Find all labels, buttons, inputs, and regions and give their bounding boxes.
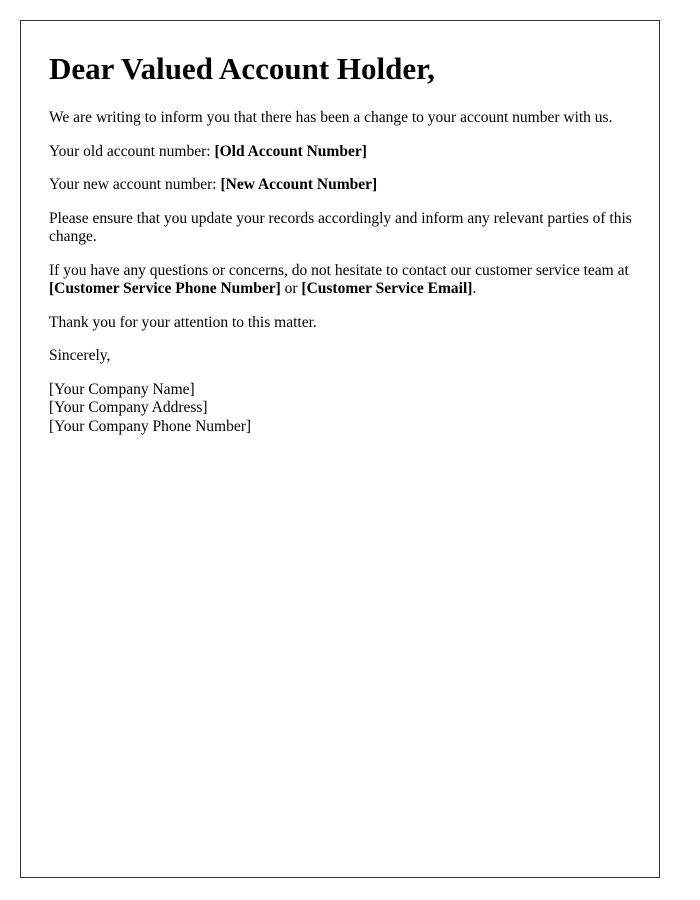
contact-email: [Customer Service Email] (301, 280, 473, 297)
signature-block (49, 381, 639, 437)
update-request: Please ensure that you update your records accordingly and inform any relevant parties of this change. (49, 209, 632, 245)
company-address: [Your Company Address] (49, 399, 208, 416)
closing-line: Sincerely, (49, 347, 111, 364)
old-account-line (49, 143, 639, 162)
old-account-value: [Old Account Number] (214, 142, 367, 160)
new-account-value: [New Account Number] (220, 176, 378, 193)
contact-prefix: If you have any questions or concerns, do not hesitate to contact our customer service team at (49, 261, 629, 279)
letter-page (20, 20, 660, 878)
thanks-line: Thank you for your attention to this matter. (49, 313, 317, 331)
new-account-label: Your new account number: (49, 176, 221, 193)
contact-paragraph (49, 262, 639, 299)
contact-phone: [Customer Service Phone Number] (49, 280, 281, 297)
contact-or: or (280, 280, 302, 297)
letter-content (49, 51, 639, 436)
new-account-line (49, 176, 639, 195)
old-account-label: Your old account number: (49, 142, 215, 160)
company-phone: [Your Company Phone Number] (49, 417, 252, 435)
contact-suffix: . (472, 280, 477, 297)
letter-greeting: Dear Valued Account Holder, (49, 51, 435, 86)
letter-intro: We are writing to inform you that there has been a change to your account number with us. (49, 109, 613, 126)
company-name: [Your Company Name] (49, 380, 195, 398)
